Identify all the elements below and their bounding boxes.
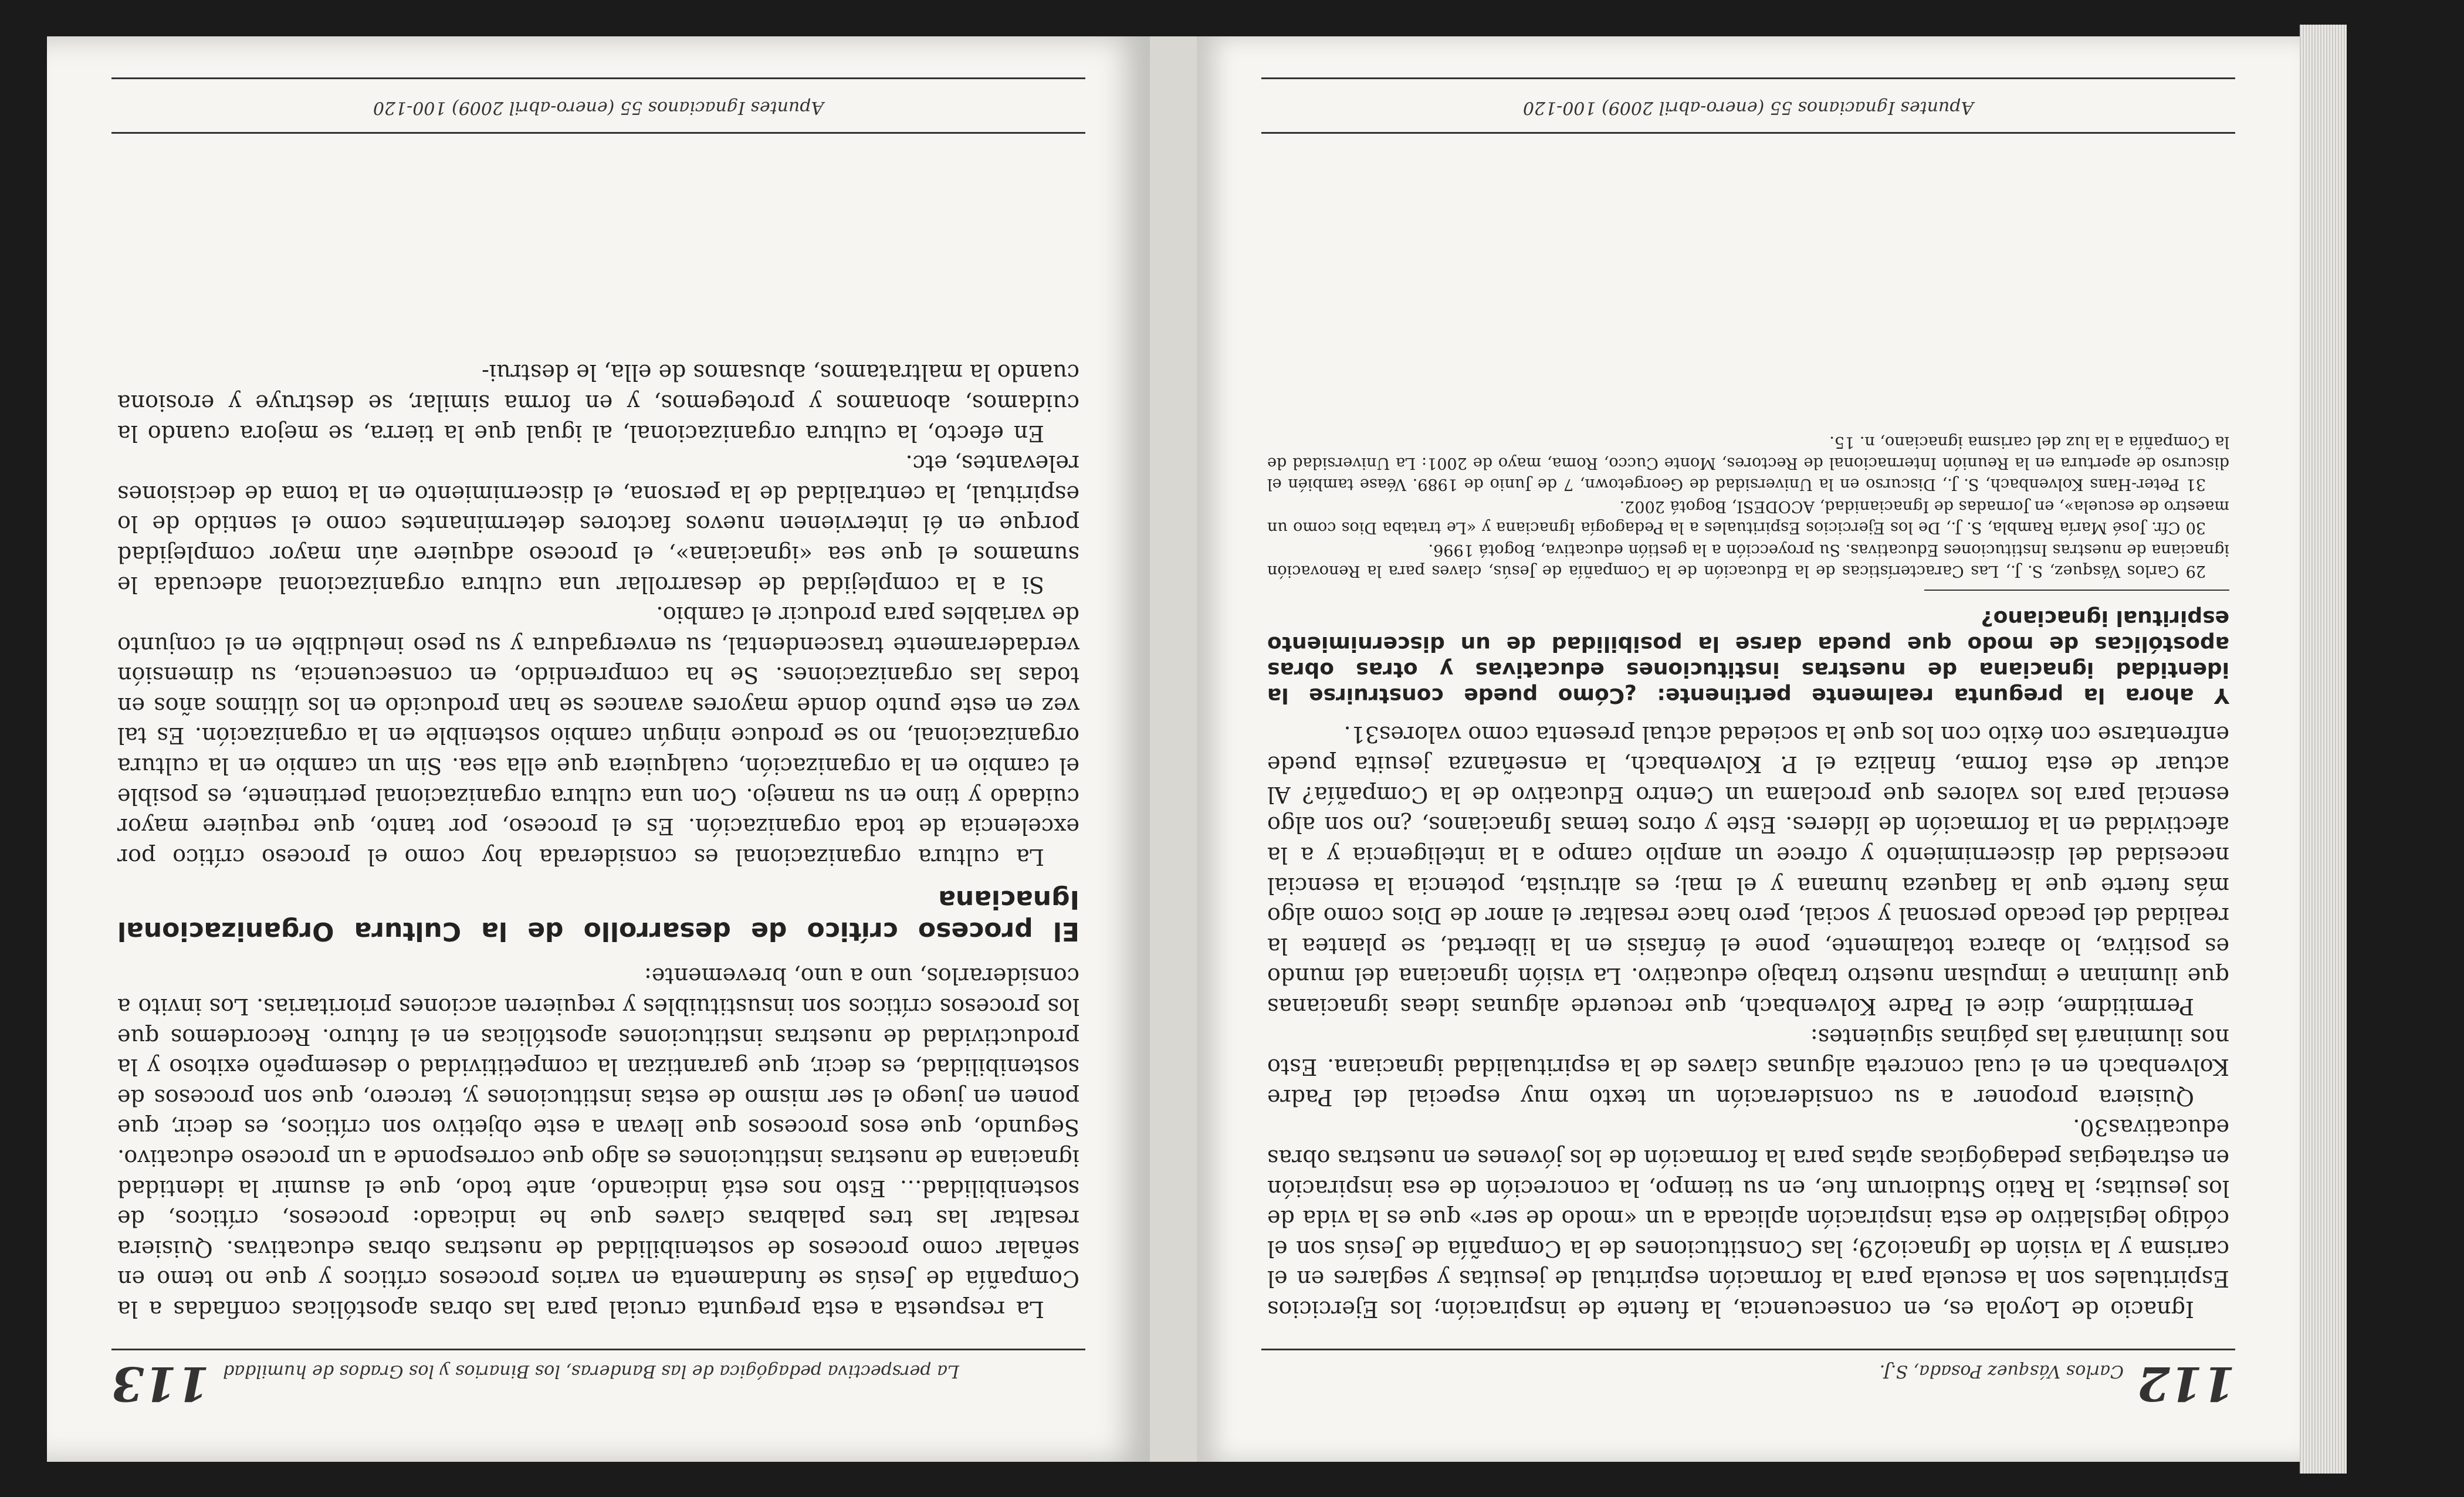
running-head: Carlos Vásquez Posada, S.J. xyxy=(1879,1361,2124,1381)
footnote: 29 Carlos Vásquez, S. J., Las Características de la Educación de la Compañía de Jesús, claves para la Renovación ignaciana de nuestras Instituciones Educativas. Su proyección a la gestión educativa, Bogotá 1996. xyxy=(1267,541,2229,581)
paragraph: Ignacio de Loyola es, en consecuencia, la fuente de inspiración; los Ejercicios Espirituales son la escuela para la formación espiritual de jesuitas y seglares en el carisma y la visión de Ignacio29; las Constituciones de la Compañía de Jesús son el código legislativo de esta inspiración aplicada a un «modo de ser» que es la vida de los jesuitas; la Ratio Studiorum fue, en su tiempo, la concreción de esa inspiración en estrategias pedagógicas aptas para la formación de los jóvenes en nuestras obras educativas30. xyxy=(1267,1115,2229,1322)
journal-citation: Apuntes Ignacianos 55 (enero-abril 2009) 100-120 xyxy=(1522,97,1974,118)
page-number: 113 xyxy=(111,1356,209,1411)
paragraph: La cultura organizacional es considerada hoy como el proceso crítico por excelencia de toda organización. Es el proceso, por tanto, que requiere mayor cuidado y tino en su manejo. Con una cultura organizacional pertinente, es posible el cambio en la organización, cualquiera que ella sea. Sin un cambio en la cultura organizacional, no se produce ningún cambio sostenible en la organización. Es tal vez en este punto donde mayores avances se han producido en los últimos años en todas las organizaciones. Se ha comprendido, en consecuencia, su dimensión verdaderamente trascendental, su envergadura y su peso ineludible en el conjunto de variables para producir el cambio. xyxy=(117,602,1079,870)
book-gutter xyxy=(1150,36,1197,1462)
page-edges xyxy=(2300,25,2347,1474)
section-heading: El proceso crítico de desarrollo de la Cultura Organizacional Ignaciana xyxy=(117,884,1079,946)
page-header xyxy=(111,1349,1085,1411)
page-footer xyxy=(111,77,1085,134)
running-head: La perspectiva pedagógica de las Banderas, los Binarios y los Grados de humildad xyxy=(223,1361,959,1381)
paragraph: La respuesta a esta pregunta crucial para las obras apostólicas confiadas a la Compañía de Jesús se fundamenta en varios procesos críticos y que no temo en señalar como procesos de sostenibilidad de nuestras obras educativas. Quisiera resaltar las tres palabras claves que he indicado: procesos, críticos, de sostenibilidad… Esto nos está indicando, ante todo, que el asumir la identidad ignaciana de nuestras instituciones es algo que corresponde a un proceso educativo. Segundo, que esos procesos que llevan a este objetivo son críticos, es decir, que ponen en juego el ser mismo de estas instituciones y, tercero, que son procesos de sostenibilidad, es decir, que garantizan la competitividad o desempeño exitoso y la productividad de nuestras instituciones apostólicas en el futuro. Recordemos que los procesos críticos son insustituibles y requieren acciones prioritarias. Los invito a considerarlos, uno a uno, brevemente: xyxy=(117,963,1079,1322)
page-body xyxy=(117,357,1079,1324)
paragraph: Si a la complejidad de desarrollar una cultura organizacional adecuada le sumamos el que sea «ignaciana», el proceso adquiere aún mayor complejidad porque en él intervienen nuevos factores determinantes como el sentido de lo espiritual, la centralidad de la persona, el discernimiento en la toma de decisiones relevantes, etc. xyxy=(117,451,1079,598)
page-number: 112 xyxy=(2137,1356,2235,1411)
page-body xyxy=(1267,430,2229,1324)
paragraph: Permitidme, dice el Padre Kolvenbach, que recuerde algunas ideas ignacianas que iluminan e impulsan nuestro trabajo educativo. La visión ignaciana del mundo es positiva, lo abarca totalmente, pone el énfasis en la libertad, se plantea la realidad del pecado personal y social, pero hace resaltar el amor de Dios como algo más fuerte que la flaqueza humana y el mal; es altruista, potencia la esencial necesidad del discernimiento y ofrece un amplio campo a la inteligencia y a la afectividad en la formación de líderes. Este y otros temas Ignacianos, ¿no son algo esencial para los valores que proclama un Centro Educativo de la Compañía? Al actuar de esta forma, finaliza el P. Kolvenbach, la enseñanza jesuita puede enfrentarse con éxito con los que la sociedad actual presenta como valores31. xyxy=(1267,721,2229,1020)
right-page xyxy=(47,36,1150,1462)
page-footer xyxy=(1261,77,2235,134)
page-header xyxy=(1261,1349,2235,1411)
footnote: 31 Peter-Hans Kolvenbach, S. J., Discurso en la Universidad de Georgetown, 7 de Junio de 1989. Véase también el discurso de apertura en la Reunión Internacional de Rectores, Monte Cucco, Roma, mayo de 2001: La Universidad de la Compañía a la luz del carisma ignaciano, n. 15. xyxy=(1267,433,2229,494)
paragraph: En efecto, la cultura organizacional, al igual que la tierra, se mejora cuando la cuidamos, abonamos y protegemos, y en forma similar, se destruye y erosiona cuando la maltratamos, abusamos de ella, le destrui- xyxy=(117,360,1079,446)
journal-citation: Apuntes Ignacianos 55 (enero-abril 2009) 100-120 xyxy=(373,97,824,118)
footnotes xyxy=(1267,431,2229,581)
footnote-rule xyxy=(1924,590,2229,591)
left-page xyxy=(1197,36,2300,1462)
footnote: 30 Cfr. José María Rambla, S. J., De los Ejercicios Espirituales a la Pedagogía Ignaciana y «Le trataba Dios como un maestro de escuela», en Jornadas de Ignacianidad, ACODESI, Bogotá 2002. xyxy=(1267,497,2229,537)
question-heading: Y ahora la pregunta realmente pertinente: ¿Cómo puede construirse la identidad ignaciana de nuestras instituciones educativas y otras obras apostólicas de modo que pueda darse la posibilidad de un discernimiento espiritual ignaciano? xyxy=(1267,606,2229,708)
paragraph: Quisiera proponer a su consideración un texto muy especial del Padre Kolvenbach en el cual concreta algunas claves de la espiritualidad ignaciana. Esto nos iluminará las páginas siguientes: xyxy=(1267,1024,2229,1110)
